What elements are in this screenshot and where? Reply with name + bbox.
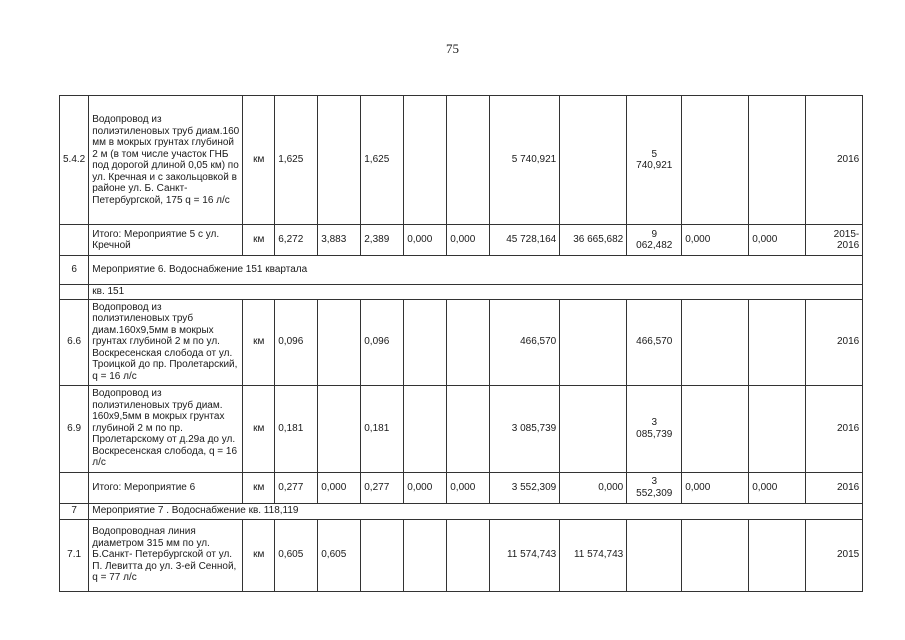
cell-desc: Мероприятие 6. Водоснабжение 151 квартала [89,256,863,285]
cell-year: 2015- 2016 [806,225,863,256]
cell-c4: 0,000 [404,472,447,503]
cell-c5 [447,96,490,225]
cell-c4 [404,96,447,225]
cell-c3: 1,625 [361,96,404,225]
cell-c6: 45 728,164 [490,225,560,256]
cell-c9 [682,385,749,472]
cell-unit: км [243,472,275,503]
cell-c1: 0,277 [275,472,318,503]
cell-c2 [318,96,361,225]
cell-c4: 0,000 [404,225,447,256]
table-row [60,256,863,285]
cell-c10 [749,96,806,225]
cell-c2: 0,605 [318,519,361,591]
cell-unit: км [243,299,275,385]
cell-year: 2015 [806,519,863,591]
cell-c6: 3 085,739 [490,385,560,472]
cell-unit: км [243,519,275,591]
cell-c6: 3 552,309 [490,472,560,503]
cell-c3: 2,389 [361,225,404,256]
cell-c8: 3 085,739 [627,385,682,472]
cell-c2: 0,000 [318,472,361,503]
cell-c8: 3 552,309 [627,472,682,503]
cell-num: 7 [60,503,89,519]
cell-desc: кв. 151 [89,285,863,300]
cell-desc: Водопровод из полиэтиленовых труб диам. 160х9,5мм в мокрых грунтах глубиной 2 м по пр. Пролетарскому от д.29а до ул. Воскресенская слобода, q = 16 л/с [89,385,243,472]
cell-num: 7.1 [60,519,89,591]
cell-c3: 0,096 [361,299,404,385]
cell-c7: 0,000 [560,472,627,503]
cell-c10: 0,000 [749,225,806,256]
cell-year: 2016 [806,385,863,472]
table-row [60,225,863,256]
cell-c5: 0,000 [447,225,490,256]
cell-c8: 466,570 [627,299,682,385]
cell-c2 [318,385,361,472]
cell-c10: 0,000 [749,472,806,503]
cell-c1: 6,272 [275,225,318,256]
cell-c8 [627,519,682,591]
cell-unit: км [243,96,275,225]
cell-c2: 3,883 [318,225,361,256]
cell-num: 6.6 [60,299,89,385]
cell-desc: Водопровод из полиэтиленовых труб диам.160х9,5мм в мокрых грунтах глубиной 2 м по ул. Воскресенская слобода от ул. Троицкой до пр. Пролетарский, q = 16 л/с [89,299,243,385]
cell-c7: 11 574,743 [560,519,627,591]
cell-c7 [560,96,627,225]
table-row [60,385,863,472]
cell-num [60,225,89,256]
cell-unit: км [243,225,275,256]
cell-c1: 0,096 [275,299,318,385]
cell-num [60,472,89,503]
cell-c2 [318,299,361,385]
cell-c5: 0,000 [447,472,490,503]
cell-c6: 466,570 [490,299,560,385]
cell-c6: 11 574,743 [490,519,560,591]
cell-c3: 0,181 [361,385,404,472]
cell-c3 [361,519,404,591]
table-row [60,299,863,385]
page-number: 75 [446,41,459,56]
cell-desc: Мероприятие 7 . Водоснабжение кв. 118,119 [89,503,863,519]
cell-c10 [749,299,806,385]
table-row [60,96,863,225]
table-row [60,472,863,503]
cell-c6: 5 740,921 [490,96,560,225]
cell-c9: 0,000 [682,472,749,503]
cell-c5 [447,385,490,472]
cell-c5 [447,519,490,591]
cell-c9: 0,000 [682,225,749,256]
cell-year: 2016 [806,299,863,385]
cell-c7: 36 665,682 [560,225,627,256]
cell-desc: Итого: Мероприятие 5 с ул. Кречной [89,225,243,256]
cell-c9 [682,299,749,385]
cell-c4 [404,519,447,591]
cell-c4 [404,299,447,385]
cell-c9 [682,519,749,591]
cell-unit: км [243,385,275,472]
cell-c4 [404,385,447,472]
cell-num: 6.9 [60,385,89,472]
cell-c7 [560,299,627,385]
cell-c3: 0,277 [361,472,404,503]
cell-year: 2016 [806,96,863,225]
cell-num: 6 [60,256,89,285]
cell-num [60,285,89,300]
cell-c5 [447,299,490,385]
table-row [60,503,863,519]
cell-c7 [560,385,627,472]
cell-year: 2016 [806,472,863,503]
table-row [60,519,863,591]
cell-c8: 9 062,482 [627,225,682,256]
cell-c1: 1,625 [275,96,318,225]
cell-desc: Итого: Мероприятие 6 [89,472,243,503]
data-table [59,95,863,592]
cell-c8: 5 740,921 [627,96,682,225]
cell-num: 5.4.2 [60,96,89,225]
cell-desc: Водопровод из полиэтиленовых труб диам.160 мм в мокрых грунтах глубиной 2 м (в том числе участок ГНБ под дорогой длиной 0,05 км) по ул. Кречная и с закольцовкой в районе ул. Б. Санкт-Петербургской, 175 q = 16 л/с [89,96,243,225]
cell-c9 [682,96,749,225]
table-row [60,285,863,300]
cell-c1: 0,181 [275,385,318,472]
cell-desc: Водопроводная линия диаметром 315 мм по ул. Б.Санкт- Петербургской от ул. П. Левитта до ул. 3-ей Сенной, q = 77 л/с [89,519,243,591]
cell-c10 [749,385,806,472]
cell-c1: 0,605 [275,519,318,591]
cell-c10 [749,519,806,591]
